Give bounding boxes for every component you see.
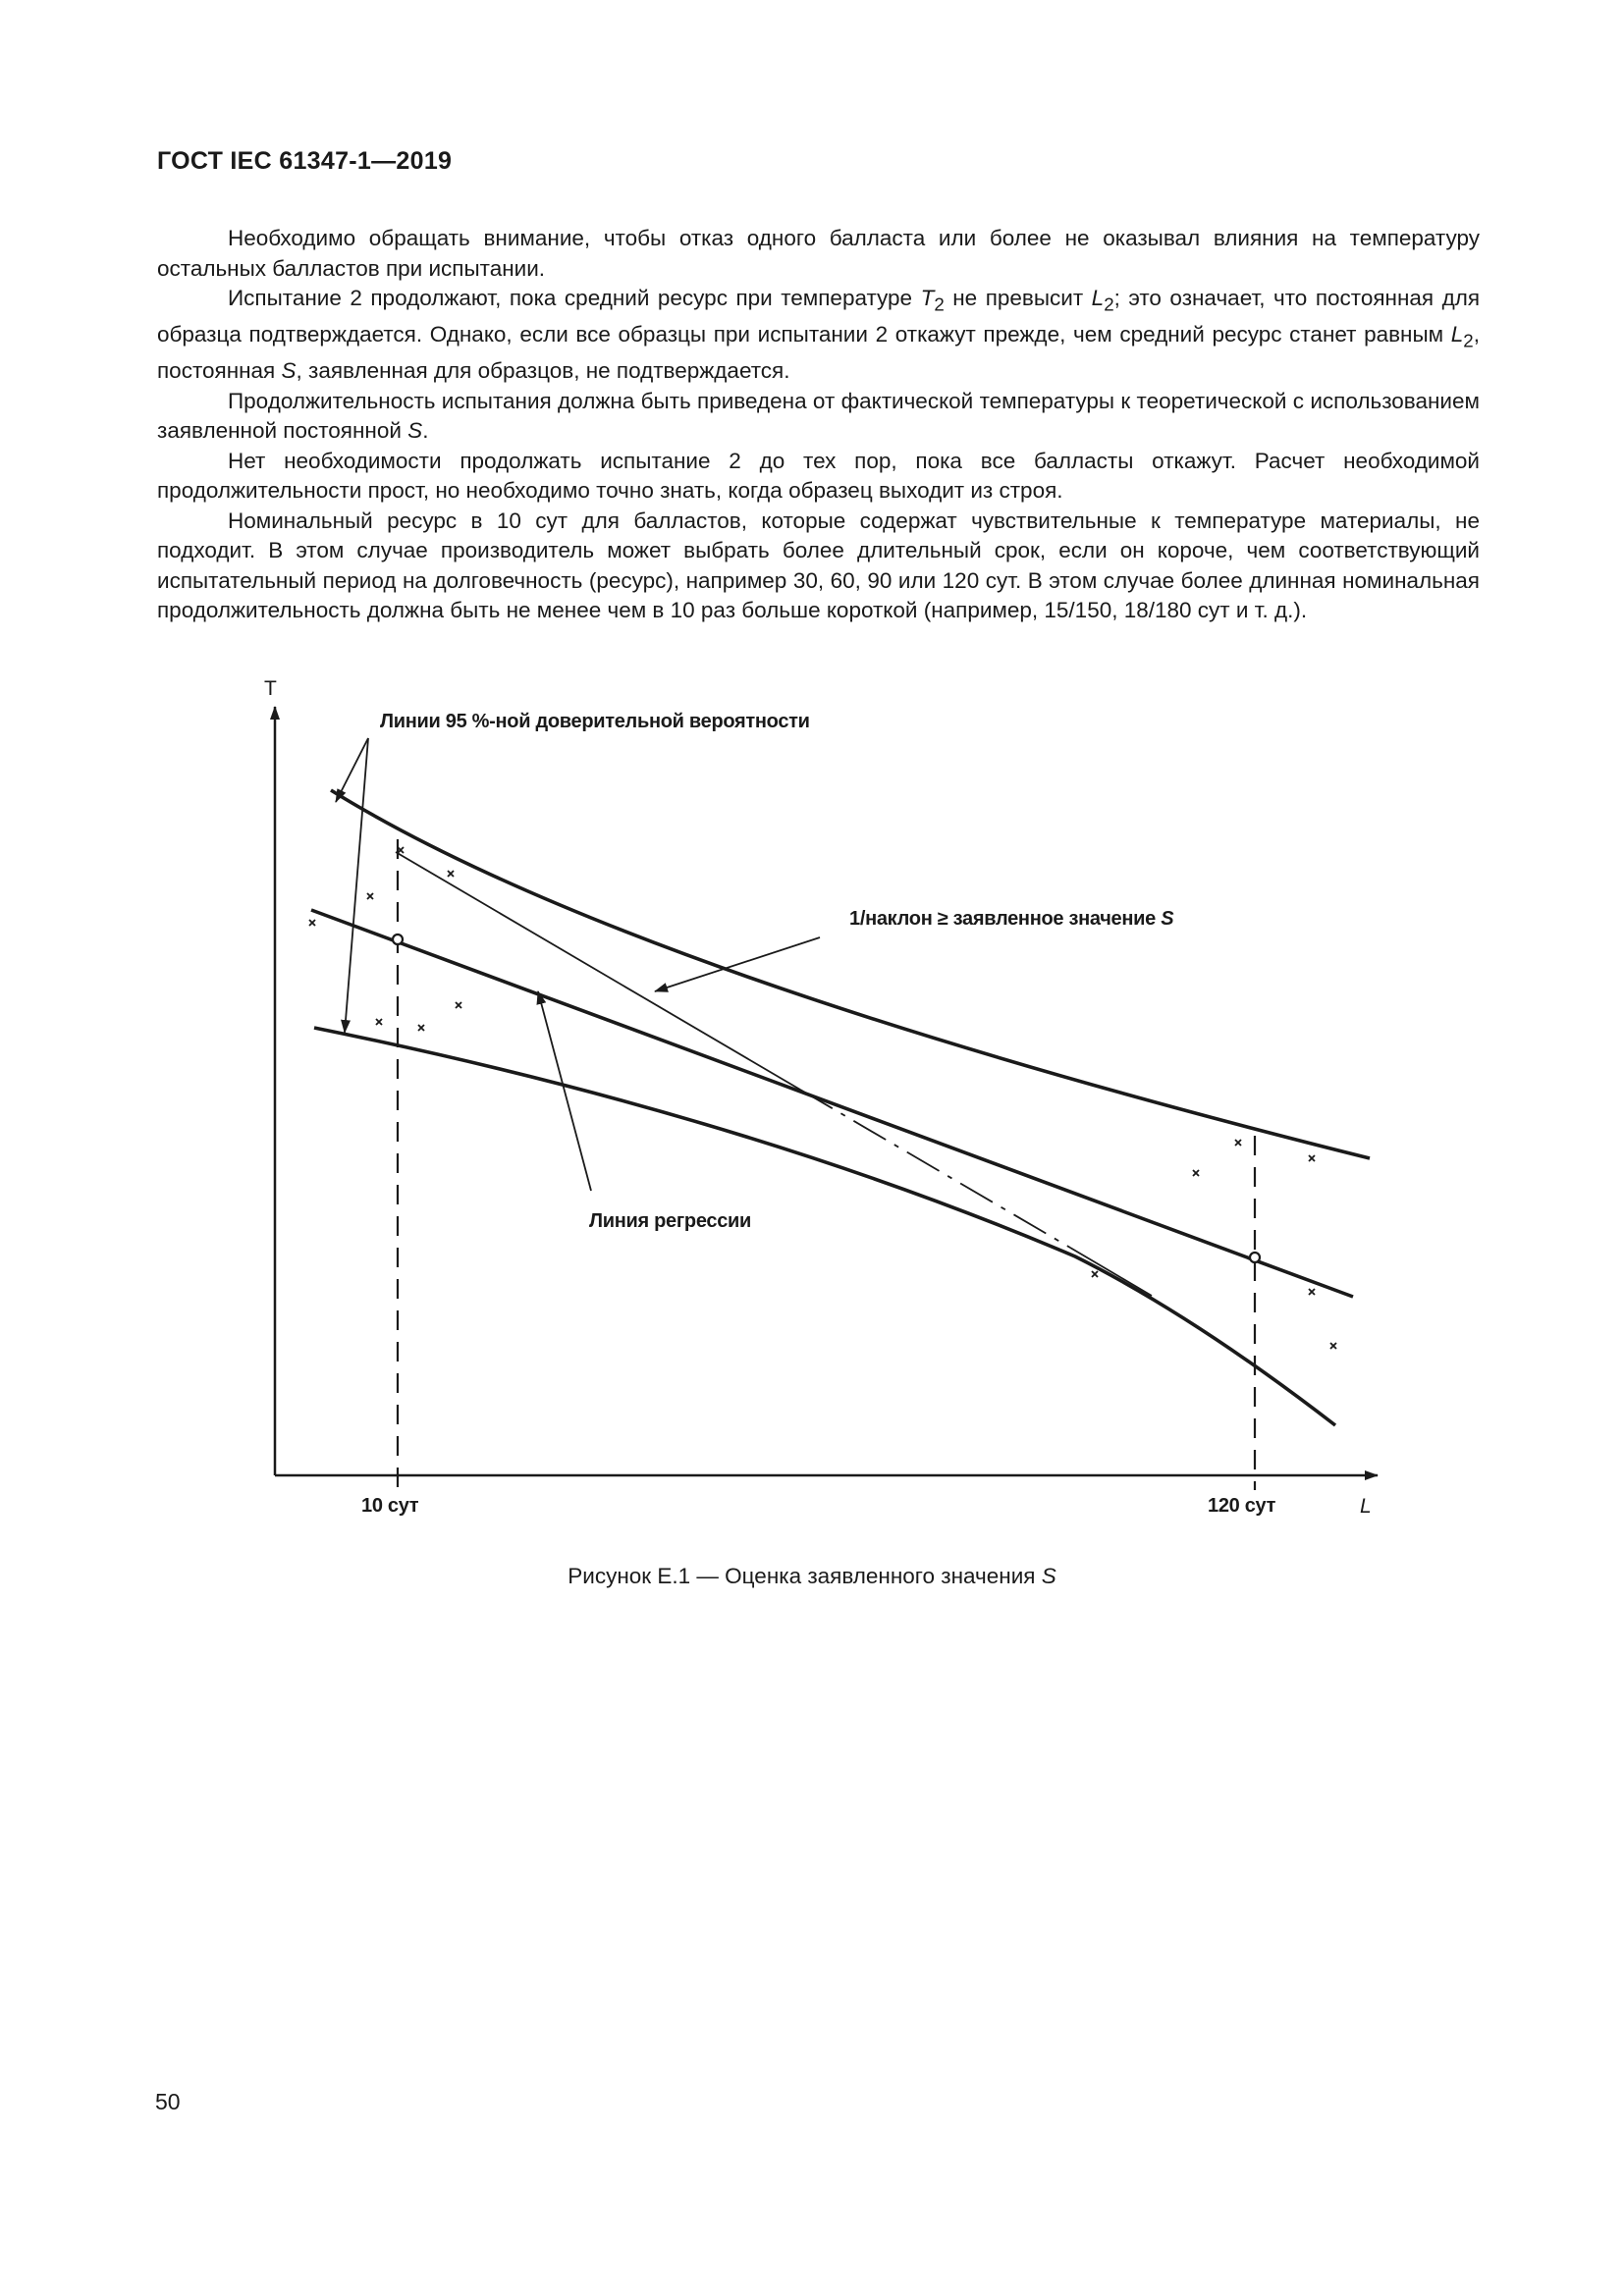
x-tick-10-days: 10 сут [361,1495,419,1517]
paragraph-2: Испытание 2 продолжают, пока средний ресурс при температуре $T_2$ не превысит $L_2$; это означает, что постоянная для образца подтверждается. Однако, если все образцы при испытании 2 откажут прежде, чем средний ресурс станет равным $L_2$, постоянная S, заявленная для образцов, не подтверждается. [157,286,1481,383]
sample-point [1092,1271,1098,1277]
slope-label: 1/наклон ≥ заявленное значение S [849,908,1174,930]
lower-confidence-line [314,1028,1335,1425]
page-number: 50 [155,2089,181,2114]
paragraph-5: Номинальный ресурс в 10 сут для балластов, которые содержат чувствительные к температуре материалы, не подходит. В этом случае производитель может выбрать более длительный срок, если он короче, чем соответствующий испытательный период на долговечность (ресурс), например 30, 60, 90 или 120 сут. В этом случае более длинная номинальная продолжительность должна быть не менее чем в 10 раз больше короткой (например, 15/150, 18/180 сут и т. д.). [157,507,1480,622]
sample-point [1330,1343,1336,1349]
sample-point [1309,1155,1315,1161]
regression-line-label: Линия регрессии [589,1210,752,1232]
regression-point-10-days [393,934,403,944]
sample-point [456,1002,461,1008]
sample-point [309,920,315,926]
y-axis-label: T [264,677,277,700]
paragraph-1: Необходимо обращать внимание, чтобы отказ одного балласта или более не оказывал влияния на температуру остальных балластов при испытании. [157,226,1480,281]
slope-line-lower [1070,1248,1152,1296]
sample-point [1193,1170,1199,1176]
confidence-arrow-lower [345,738,368,1033]
regression-point-120-days [1250,1253,1260,1262]
body-text [157,224,1480,626]
document-header: ГОСТ IEC 61347-1—2019 [157,147,453,175]
sample-point [418,1025,424,1031]
sample-point [448,871,454,877]
regression-line [311,910,1353,1297]
paragraph-4: Нет необходимости продолжать испытание 2 до тех пор, пока все балласты откажут. Расчет необходимой продолжительности прост, но необходимо точно знать, когда образец выходит из строя. [157,448,1480,503]
sample-point [376,1019,382,1025]
sample-point [1309,1289,1315,1295]
figure-e1 [250,667,1389,1531]
x-tick-120-days: 120 сут [1208,1495,1276,1517]
figure-caption: Рисунок Е.1 — Оценка заявленного значения S [568,1564,1056,1588]
slope-line-upper [396,852,800,1090]
figure-diagram [250,667,1389,1531]
confidence-lines-label: Линии 95 %-ной доверительной вероятности [380,711,810,732]
x-axis-label: L [1360,1495,1372,1518]
paragraph-3: Продолжительность испытания должна быть приведена от фактической температуры к теоретической с использованием заявленной постоянной S. [157,388,1480,443]
sample-point [367,893,373,899]
sample-point [1235,1140,1241,1146]
slope-arrow [655,937,820,991]
